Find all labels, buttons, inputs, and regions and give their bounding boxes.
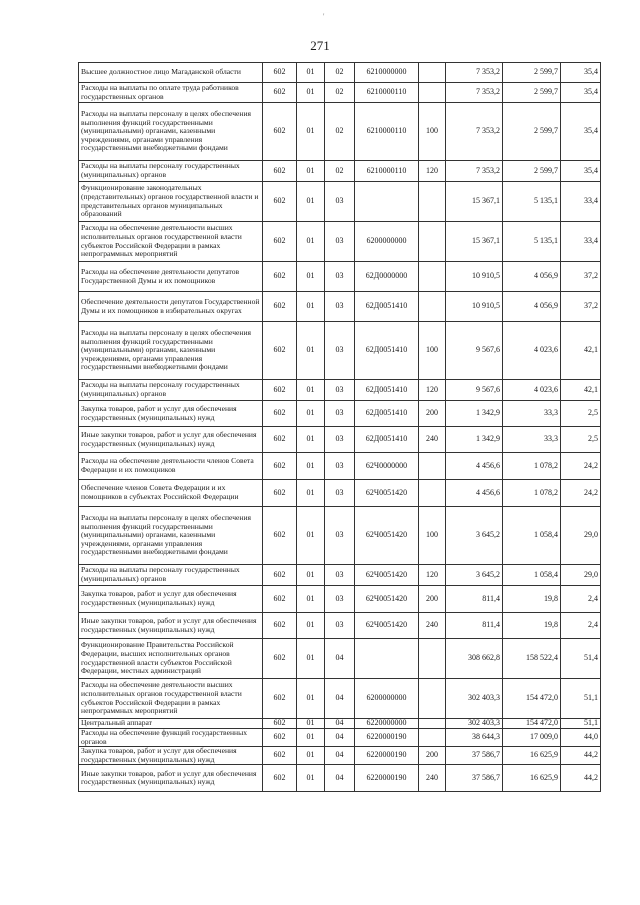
cell-csr: 6210000110	[355, 83, 419, 103]
cell-ved: 602	[263, 719, 297, 729]
cell-fact: 4 056,9	[503, 292, 561, 322]
cell-vr: 120	[419, 565, 446, 586]
cell-pr: 03	[325, 480, 355, 507]
cell-name: Расходы на обеспечение деятельности высших исполнительных органов государственной власти субъектов Российской Федерации в рамках непрограммных мероприятий	[79, 679, 263, 719]
cell-vr	[419, 679, 446, 719]
table-row	[79, 103, 601, 161]
cell-fact: 16 625,9	[503, 747, 561, 765]
page-number: 271	[310, 38, 330, 53]
cell-ved: 602	[263, 586, 297, 613]
cell-csr: 62Ч0051420	[355, 507, 419, 565]
cell-fact: 19,8	[503, 586, 561, 613]
cell-pct: 33,4	[561, 222, 601, 262]
cell-name: Расходы на выплаты персоналу государственных (муниципальных) органов	[79, 161, 263, 182]
cell-rz: 01	[297, 639, 325, 679]
cell-pct: 29,0	[561, 507, 601, 565]
cell-name: Расходы на выплаты по оплате труда работников государственных органов	[79, 83, 263, 103]
cell-vr	[419, 453, 446, 480]
cell-fact: 17 009,0	[503, 729, 561, 747]
cell-csr: 6210000110	[355, 161, 419, 182]
cell-vr	[419, 262, 446, 292]
cell-vr: 240	[419, 613, 446, 639]
table-row	[79, 719, 601, 729]
cell-pct: 24,2	[561, 480, 601, 507]
cell-fact: 1 058,4	[503, 565, 561, 586]
table-row	[79, 639, 601, 679]
cell-vr	[419, 729, 446, 747]
cell-fact: 154 472,0	[503, 679, 561, 719]
cell-ved: 602	[263, 292, 297, 322]
cell-csr: 62Д0051410	[355, 401, 419, 427]
cell-rz: 01	[297, 729, 325, 747]
cell-rz: 01	[297, 480, 325, 507]
cell-ved: 602	[263, 222, 297, 262]
cell-fact: 4 023,6	[503, 380, 561, 401]
table-row	[79, 380, 601, 401]
table-row	[79, 747, 601, 765]
cell-name: Функционирование Правительства Российской Федерации, высших исполнительных органов государственной власти субъектов Российской Федерации, местных администраций	[79, 639, 263, 679]
cell-plan: 3 645,2	[446, 507, 503, 565]
cell-rz: 01	[297, 427, 325, 453]
cell-pct: 35,4	[561, 63, 601, 83]
cell-plan: 37 586,7	[446, 747, 503, 765]
cell-rz: 01	[297, 507, 325, 565]
cell-name: Обеспечение деятельности депутатов Государственной Думы и их помощников в избирательных округах	[79, 292, 263, 322]
cell-ved: 602	[263, 401, 297, 427]
table-row	[79, 480, 601, 507]
cell-fact: 4 023,6	[503, 322, 561, 380]
cell-pr: 03	[325, 453, 355, 480]
cell-ved: 602	[263, 507, 297, 565]
cell-pr: 03	[325, 262, 355, 292]
cell-csr: 6220000190	[355, 729, 419, 747]
cell-name: Закупка товаров, работ и услуг для обеспечения государственных (муниципальных) нужд	[79, 401, 263, 427]
cell-fact: 1 078,2	[503, 480, 561, 507]
cell-ved: 602	[263, 63, 297, 83]
table-row	[79, 83, 601, 103]
cell-rz: 01	[297, 679, 325, 719]
cell-vr: 200	[419, 747, 446, 765]
scan-tick-mark: '	[323, 12, 325, 21]
cell-pr: 04	[325, 765, 355, 792]
cell-pct: 44,2	[561, 765, 601, 792]
cell-pr: 04	[325, 729, 355, 747]
cell-vr: 120	[419, 380, 446, 401]
cell-pct: 42,1	[561, 380, 601, 401]
cell-vr: 240	[419, 765, 446, 792]
cell-fact: 5 135,1	[503, 222, 561, 262]
cell-vr: 240	[419, 427, 446, 453]
cell-vr: 120	[419, 161, 446, 182]
cell-pct: 2,5	[561, 401, 601, 427]
cell-name: Расходы на выплаты персоналу в целях обеспечения выполнения функций государственными (муниципальными) органами, казенными учреждениями, органами управления государственными внебюджетными фондами	[79, 507, 263, 565]
cell-pr: 03	[325, 507, 355, 565]
cell-ved: 602	[263, 480, 297, 507]
cell-vr	[419, 222, 446, 262]
cell-vr	[419, 182, 446, 222]
cell-ved: 602	[263, 380, 297, 401]
cell-csr: 62Ч0051420	[355, 613, 419, 639]
cell-csr: 62Д0051410	[355, 427, 419, 453]
cell-rz: 01	[297, 83, 325, 103]
cell-rz: 01	[297, 613, 325, 639]
cell-name: Расходы на обеспечение деятельности членов Совета Федерации и их помощников	[79, 453, 263, 480]
cell-pr: 02	[325, 83, 355, 103]
table-row	[79, 679, 601, 719]
table-row	[79, 586, 601, 613]
cell-vr	[419, 480, 446, 507]
cell-fact: 4 056,9	[503, 262, 561, 292]
cell-pr: 02	[325, 161, 355, 182]
cell-csr: 6210000000	[355, 63, 419, 83]
cell-ved: 602	[263, 679, 297, 719]
cell-pr: 03	[325, 380, 355, 401]
cell-ved: 602	[263, 103, 297, 161]
cell-pct: 2,4	[561, 613, 601, 639]
cell-pr: 03	[325, 613, 355, 639]
cell-rz: 01	[297, 161, 325, 182]
cell-name: Иные закупки товаров, работ и услуг для обеспечения государственных (муниципальных) нужд	[79, 613, 263, 639]
cell-fact: 2 599,7	[503, 103, 561, 161]
cell-name: Закупка товаров, работ и услуг для обеспечения государственных (муниципальных) нужд	[79, 747, 263, 765]
cell-plan: 7 353,2	[446, 83, 503, 103]
cell-fact: 2 599,7	[503, 161, 561, 182]
cell-plan: 811,4	[446, 613, 503, 639]
cell-pct: 44,0	[561, 729, 601, 747]
cell-ved: 602	[263, 453, 297, 480]
cell-fact: 16 625,9	[503, 765, 561, 792]
cell-fact: 33,3	[503, 427, 561, 453]
cell-fact: 1 078,2	[503, 453, 561, 480]
cell-name: Иные закупки товаров, работ и услуг для обеспечения государственных (муниципальных) нужд	[79, 765, 263, 792]
cell-rz: 01	[297, 380, 325, 401]
cell-csr: 6200000000	[355, 222, 419, 262]
cell-pct: 37,2	[561, 262, 601, 292]
cell-plan: 7 353,2	[446, 63, 503, 83]
cell-fact: 33,3	[503, 401, 561, 427]
cell-csr: 6210000110	[355, 103, 419, 161]
cell-vr	[419, 639, 446, 679]
cell-pct: 2,4	[561, 586, 601, 613]
cell-csr: 62Ч0051420	[355, 565, 419, 586]
cell-ved: 602	[263, 565, 297, 586]
table-row	[79, 262, 601, 292]
table-row	[79, 729, 601, 747]
table-row	[79, 161, 601, 182]
cell-plan: 10 910,5	[446, 292, 503, 322]
cell-plan: 4 456,6	[446, 453, 503, 480]
table-row	[79, 401, 601, 427]
cell-pr: 04	[325, 639, 355, 679]
cell-csr: 6200000000	[355, 679, 419, 719]
cell-plan: 10 910,5	[446, 262, 503, 292]
cell-ved: 602	[263, 765, 297, 792]
cell-vr: 200	[419, 401, 446, 427]
table-row	[79, 765, 601, 792]
cell-rz: 01	[297, 401, 325, 427]
table-row	[79, 613, 601, 639]
cell-pct: 35,4	[561, 161, 601, 182]
cell-plan: 15 367,1	[446, 182, 503, 222]
cell-rz: 01	[297, 292, 325, 322]
cell-name: Иные закупки товаров, работ и услуг для обеспечения государственных (муниципальных) нужд	[79, 427, 263, 453]
cell-name: Расходы на выплаты персоналу государственных (муниципальных) органов	[79, 565, 263, 586]
cell-csr: 62Д0051410	[355, 380, 419, 401]
cell-plan: 9 567,6	[446, 380, 503, 401]
cell-ved: 602	[263, 322, 297, 380]
cell-vr	[419, 63, 446, 83]
cell-pct: 35,4	[561, 103, 601, 161]
cell-pct: 51,1	[561, 719, 601, 729]
cell-ved: 602	[263, 729, 297, 747]
cell-csr: 62Д0000000	[355, 262, 419, 292]
cell-fact: 2 599,7	[503, 63, 561, 83]
cell-vr: 100	[419, 103, 446, 161]
cell-csr: 62Д0051410	[355, 292, 419, 322]
cell-fact: 5 135,1	[503, 182, 561, 222]
cell-ved: 602	[263, 747, 297, 765]
cell-csr	[355, 182, 419, 222]
cell-pct: 2,5	[561, 427, 601, 453]
cell-csr: 62Ч0000000	[355, 453, 419, 480]
cell-plan: 15 367,1	[446, 222, 503, 262]
cell-ved: 602	[263, 83, 297, 103]
table-row	[79, 222, 601, 262]
table-row	[79, 565, 601, 586]
table-row	[79, 507, 601, 565]
cell-name: Обеспечение членов Совета Федерации и их помощников в субъектах Российской Федерации	[79, 480, 263, 507]
cell-plan: 37 586,7	[446, 765, 503, 792]
cell-pct: 24,2	[561, 453, 601, 480]
cell-pr: 02	[325, 63, 355, 83]
cell-pr: 03	[325, 222, 355, 262]
cell-rz: 01	[297, 747, 325, 765]
cell-ved: 602	[263, 639, 297, 679]
cell-pr: 04	[325, 747, 355, 765]
cell-fact: 154 472,0	[503, 719, 561, 729]
cell-plan: 302 403,3	[446, 719, 503, 729]
cell-vr: 100	[419, 322, 446, 380]
cell-vr	[419, 292, 446, 322]
cell-plan: 302 403,3	[446, 679, 503, 719]
cell-plan: 4 456,6	[446, 480, 503, 507]
cell-fact: 158 522,4	[503, 639, 561, 679]
cell-rz: 01	[297, 719, 325, 729]
cell-fact: 1 058,4	[503, 507, 561, 565]
cell-pr: 03	[325, 322, 355, 380]
cell-csr	[355, 639, 419, 679]
cell-ved: 602	[263, 262, 297, 292]
cell-plan: 1 342,9	[446, 401, 503, 427]
cell-rz: 01	[297, 586, 325, 613]
table-row	[79, 427, 601, 453]
cell-pct: 44,2	[561, 747, 601, 765]
cell-plan: 9 567,6	[446, 322, 503, 380]
cell-pct: 35,4	[561, 83, 601, 103]
cell-pr: 04	[325, 719, 355, 729]
cell-name: Расходы на обеспечение функций государственных органов	[79, 729, 263, 747]
cell-plan: 7 353,2	[446, 161, 503, 182]
cell-pr: 03	[325, 427, 355, 453]
cell-rz: 01	[297, 222, 325, 262]
cell-rz: 01	[297, 453, 325, 480]
cell-rz: 01	[297, 765, 325, 792]
cell-name: Расходы на выплаты персоналу в целях обеспечения выполнения функций государственными (муниципальными) органами, казенными учреждениями, органами управления государственными внебюджетными фондами	[79, 322, 263, 380]
cell-csr: 62Д0051410	[355, 322, 419, 380]
cell-fact: 19,8	[503, 613, 561, 639]
cell-pct: 51,4	[561, 639, 601, 679]
cell-name: Расходы на выплаты персоналу в целях обеспечения выполнения функций государственными (муниципальными) органами, казенными учреждениями, органами управления государственными внебюджетными фондами	[79, 103, 263, 161]
cell-pct: 42,1	[561, 322, 601, 380]
cell-csr: 6220000190	[355, 747, 419, 765]
cell-pr: 04	[325, 679, 355, 719]
table-row	[79, 182, 601, 222]
cell-pr: 03	[325, 565, 355, 586]
cell-name: Функционирование законодательных (представительных) органов государственной власти и представительных органов муниципальных образований	[79, 182, 263, 222]
table-row	[79, 63, 601, 83]
cell-pr: 03	[325, 292, 355, 322]
cell-csr: 62Ч0051420	[355, 480, 419, 507]
cell-csr: 6220000190	[355, 765, 419, 792]
cell-csr: 6220000000	[355, 719, 419, 729]
cell-ved: 602	[263, 427, 297, 453]
cell-name: Расходы на обеспечение деятельности высших исполнительных органов государственной власти субъектов Российской Федерации в рамках непрограммных мероприятий	[79, 222, 263, 262]
cell-rz: 01	[297, 262, 325, 292]
cell-vr	[419, 719, 446, 729]
cell-plan: 308 662,8	[446, 639, 503, 679]
cell-name: Центральный аппарат	[79, 719, 263, 729]
cell-pr: 03	[325, 401, 355, 427]
cell-rz: 01	[297, 322, 325, 380]
cell-fact: 2 599,7	[503, 83, 561, 103]
cell-name: Расходы на обеспечение деятельности депутатов Государственной Думы и их помощников	[79, 262, 263, 292]
cell-name: Высшее должностное лицо Магаданской области	[79, 63, 263, 83]
cell-ved: 602	[263, 613, 297, 639]
cell-vr: 200	[419, 586, 446, 613]
cell-rz: 01	[297, 565, 325, 586]
cell-pct: 33,4	[561, 182, 601, 222]
cell-vr: 100	[419, 507, 446, 565]
cell-pct: 51,1	[561, 679, 601, 719]
cell-pct: 37,2	[561, 292, 601, 322]
cell-name: Закупка товаров, работ и услуг для обеспечения государственных (муниципальных) нужд	[79, 586, 263, 613]
budget-table	[78, 62, 601, 792]
cell-pr: 03	[325, 182, 355, 222]
cell-ved: 602	[263, 182, 297, 222]
table-body	[79, 63, 601, 792]
cell-rz: 01	[297, 103, 325, 161]
cell-pct: 29,0	[561, 565, 601, 586]
table-row	[79, 453, 601, 480]
cell-plan: 811,4	[446, 586, 503, 613]
cell-ved: 602	[263, 161, 297, 182]
cell-rz: 01	[297, 182, 325, 222]
cell-name: Расходы на выплаты персоналу государственных (муниципальных) органов	[79, 380, 263, 401]
cell-plan: 7 353,2	[446, 103, 503, 161]
cell-plan: 1 342,9	[446, 427, 503, 453]
cell-plan: 3 645,2	[446, 565, 503, 586]
cell-vr	[419, 83, 446, 103]
cell-pr: 03	[325, 586, 355, 613]
table-row	[79, 322, 601, 380]
cell-csr: 62Ч0051420	[355, 586, 419, 613]
cell-plan: 38 644,3	[446, 729, 503, 747]
cell-pr: 02	[325, 103, 355, 161]
table-row	[79, 292, 601, 322]
cell-rz: 01	[297, 63, 325, 83]
